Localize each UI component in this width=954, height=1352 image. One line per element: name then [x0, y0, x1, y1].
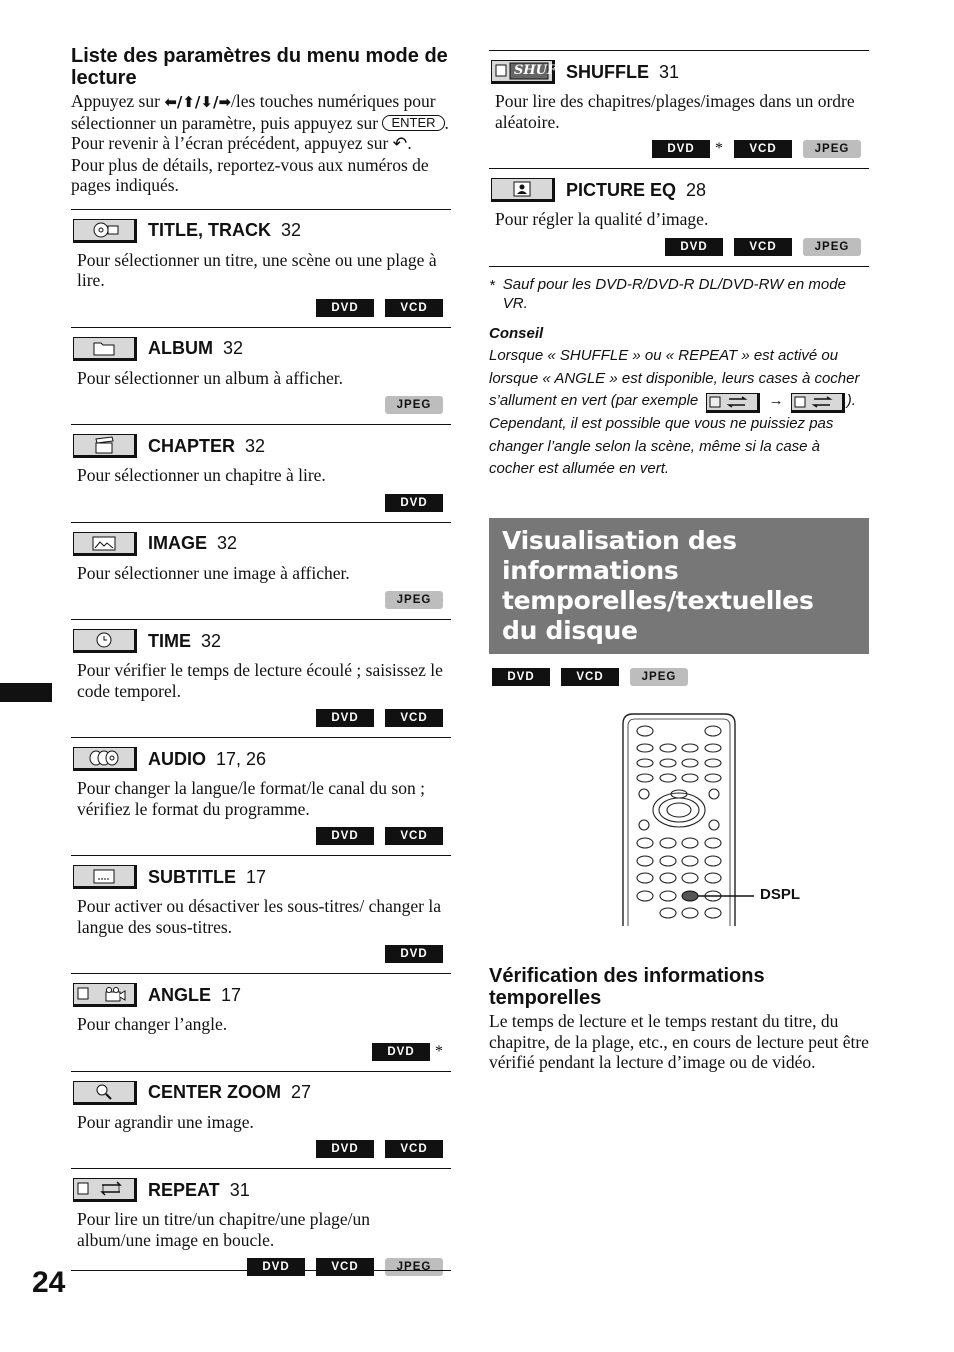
- badge-jpeg: JPEG: [385, 1258, 443, 1276]
- menu-item-name: SUBTITLE: [148, 866, 236, 887]
- intro-text: Appuyez sur ⬅/⬆/⬇/➡/les touches numériques pour sélectionner un paramètre, puis appuyez sur ENTER . Pour revenir à l’écran précédent, appuyez sur ↶. Pour plus de détails, reportez-vous aux numéros de pages indiqués.: [71, 91, 451, 196]
- tip-text-2: ). Cependant, il est possible que vous ne puissiez pas changer l’angle selon la scène, même si la case à cocher est allumée en vert.: [489, 392, 856, 478]
- badge-vcd: VCD: [385, 709, 443, 727]
- subsection-body: Le temps de lecture et le temps restant du titre, du chapitre, de la plage, etc., en cours de lecture peut être vérifié pendant la lecture d’image ou de vidéo.: [489, 1011, 869, 1073]
- menu-item-page-ref: 17: [246, 866, 267, 887]
- menu-item: [489, 168, 869, 266]
- shuffle-icon: [491, 60, 555, 84]
- menu-item: [71, 424, 451, 522]
- intro-pages-text: Pour plus de détails, reportez-vous aux numéros de pages indiqués.: [71, 154, 429, 195]
- footnote-star: *: [435, 1042, 443, 1060]
- menu-item-header: [71, 974, 451, 1014]
- checked-repeat-icon: [706, 393, 760, 413]
- menu-item-title: [148, 631, 221, 652]
- menu-item-badges: [71, 937, 451, 973]
- menu-item-page-ref: 32: [217, 533, 238, 553]
- tip-arrow: →: [768, 392, 784, 410]
- menu-item-header: [71, 738, 451, 778]
- banner-badges: [489, 654, 869, 686]
- clock-icon: [73, 629, 137, 653]
- badge-jpeg: JPEG: [803, 140, 861, 158]
- menu-item-badges: [71, 583, 451, 619]
- clapper-icon: [73, 434, 137, 458]
- badge-dvd: DVD: [652, 140, 710, 158]
- folder-icon: [73, 337, 137, 361]
- badge-dvd: DVD: [316, 299, 374, 317]
- footnote-text: Sauf pour les DVD-R/DVD-R DL/DVD-RW en mode VR.: [502, 275, 846, 312]
- footnote: [489, 275, 869, 313]
- enter-key-icon: ENTER: [382, 115, 444, 131]
- picture-eq-icon: [491, 178, 555, 202]
- badge-dvd: DVD: [247, 1258, 305, 1276]
- menu-item-name: CHAPTER: [148, 435, 236, 456]
- intro-select-text: /les touches numériques pour sélectionner un paramètre, puis appuyez sur: [71, 91, 436, 133]
- badge-dvd: DVD: [372, 1043, 430, 1061]
- menu-item-badges: [71, 1250, 451, 1286]
- menu-item-badges: [489, 230, 869, 266]
- chapter-side-tab: [0, 683, 52, 702]
- menu-item-badges: [71, 1132, 451, 1168]
- menu-item-header: [71, 328, 451, 368]
- footnote-star: *: [715, 140, 723, 157]
- menu-item-title: [148, 338, 243, 359]
- repeat-icon: [73, 1178, 137, 1202]
- intro-period: .: [444, 112, 449, 133]
- menu-item-description: Pour lire des chapitres/plages/images dans un ordre aléatoire.: [495, 91, 855, 132]
- remote-illustration: [489, 712, 869, 942]
- menu-item-name: TIME: [148, 630, 191, 651]
- right-column: [489, 45, 869, 1073]
- menu-item-list: [71, 209, 451, 1287]
- menu-item: [71, 327, 451, 425]
- menu-item-header: [71, 1169, 451, 1209]
- menu-item-badges: [71, 291, 451, 327]
- menu-item-list-right: [489, 50, 869, 266]
- menu-item: [71, 522, 451, 620]
- menu-item-description: Pour changer l’angle.: [77, 1014, 228, 1034]
- intro-press-text: Appuyez sur: [71, 91, 160, 111]
- menu-item-header: [71, 210, 451, 250]
- menu-item-description: Pour sélectionner un album à afficher.: [77, 367, 343, 388]
- menu-item-header: [489, 169, 869, 209]
- badge-dvd: DVD: [385, 494, 443, 512]
- subtitle-icon: [73, 865, 137, 889]
- badge-dvd: DVD: [385, 945, 443, 963]
- menu-item-title: [148, 985, 241, 1006]
- page-number: 24: [32, 1266, 66, 1299]
- menu-item: [489, 50, 869, 168]
- subsection-heading: Vérification des informations temporelles: [489, 965, 765, 1010]
- tip-text-1: Lorsque « SHUFFLE » ou « REPEAT » est activé ou lorsque « ANGLE » est disponible, leurs cases à cocher s’allument en vert (par exemple: [489, 347, 860, 410]
- menu-item: [71, 619, 451, 737]
- bottom-rule: [71, 1270, 451, 1271]
- menu-item-description: Pour sélectionner un titre, une scène ou une plage à lire.: [77, 249, 437, 290]
- menu-item-description: Pour régler la qualité d’image.: [495, 209, 709, 229]
- menu-item-name: AUDIO: [148, 748, 206, 769]
- menu-item-header: [71, 1072, 451, 1112]
- menu-item-header: [71, 856, 451, 896]
- menu-item-title: [148, 1180, 250, 1201]
- angle-icon: [73, 983, 137, 1007]
- dspl-label: DSPL: [760, 886, 801, 904]
- badge-jpeg: JPEG: [803, 238, 861, 256]
- menu-item: [71, 855, 451, 973]
- audio-icon: [73, 747, 137, 771]
- menu-item-name: TITLE, TRACK: [148, 220, 271, 240]
- badge-vcd: VCD: [385, 1140, 443, 1158]
- menu-item-page-ref: 32: [281, 220, 302, 240]
- menu-item-description: Pour lire un titre/un chapitre/une plage/un album/une image en boucle.: [77, 1209, 371, 1250]
- disc-title-icon: [73, 219, 137, 243]
- menu-item-title: [566, 180, 706, 201]
- menu-item-description: Pour activer ou désactiver les sous-titres/ changer la langue des sous-titres.: [77, 896, 441, 937]
- badge-vcd: VCD: [734, 140, 792, 158]
- menu-item-header: [71, 425, 451, 465]
- badge-jpeg: JPEG: [385, 396, 443, 414]
- menu-item-name: REPEAT: [148, 1179, 220, 1200]
- menu-item: [71, 209, 451, 327]
- badge-vcd: VCD: [385, 827, 443, 845]
- menu-item: [71, 973, 451, 1071]
- menu-item-title: [148, 436, 265, 457]
- menu-item-page-ref: 31: [229, 1179, 250, 1200]
- menu-item-name: CENTER ZOOM: [148, 1082, 281, 1102]
- return-icon: ↶: [392, 134, 408, 154]
- badge-dvd: DVD: [316, 709, 374, 727]
- menu-item-page-ref: 17, 26: [216, 748, 267, 769]
- menu-item-description: Pour vérifier le temps de lecture écoulé ; saisissez le code temporel.: [77, 660, 443, 701]
- remote-control-icon: [489, 712, 869, 942]
- menu-item-name: SHUFFLE: [566, 61, 649, 82]
- dspl-button: [682, 891, 698, 901]
- menu-item-badges: [489, 132, 869, 168]
- menu-item-badges: [71, 701, 451, 737]
- menu-item-name: ALBUM: [148, 338, 213, 358]
- menu-item-title: [148, 220, 301, 241]
- menu-item-title: [148, 867, 266, 888]
- picture-icon: [73, 532, 137, 556]
- menu-item-title: [566, 62, 679, 83]
- menu-item-title: [148, 749, 266, 770]
- badge-vcd: VCD: [561, 668, 619, 686]
- menu-item-page-ref: 32: [223, 338, 244, 358]
- left-column: [71, 45, 451, 1286]
- menu-item-page-ref: 28: [686, 179, 707, 200]
- badge-jpeg: JPEG: [630, 668, 688, 686]
- menu-item-page-ref: 32: [245, 435, 266, 456]
- menu-item-page-ref: 17: [221, 984, 242, 1005]
- shuffle-icon-label: SHUF: [514, 63, 557, 78]
- unchecked-repeat-icon: [791, 393, 845, 413]
- menu-item-page-ref: 31: [659, 61, 680, 82]
- menu-item-title: [148, 533, 237, 554]
- badge-dvd: DVD: [316, 1140, 374, 1158]
- section-heading: Liste des paramètres du menu mode de lecture: [71, 45, 448, 89]
- tip-label: Conseil: [489, 324, 544, 342]
- notes-area: [489, 266, 869, 482]
- menu-item-name: ANGLE: [148, 984, 211, 1005]
- badge-vcd: VCD: [316, 1258, 374, 1276]
- section-banner: Visualisation des informations temporelles/textuelles du disque: [489, 518, 869, 654]
- menu-item: [71, 737, 451, 855]
- menu-item-badges: [71, 486, 451, 522]
- tip-text: [489, 345, 869, 481]
- menu-item-description: Pour changer la langue/le format/le canal du son ; vérifiez le format du programme.: [77, 778, 425, 819]
- badge-jpeg: JPEG: [385, 591, 443, 609]
- menu-item-title: [148, 1082, 311, 1103]
- menu-item-name: PICTURE EQ: [566, 179, 677, 200]
- menu-item-badges: [71, 819, 451, 855]
- menu-item-name: IMAGE: [148, 533, 208, 553]
- menu-item-description: Pour sélectionner une image à afficher.: [77, 562, 350, 583]
- arrow-keys-icon: ⬅/⬆/⬇/➡: [164, 93, 232, 111]
- badge-vcd: VCD: [385, 299, 443, 317]
- menu-item-badges: [71, 388, 451, 424]
- badge-dvd: DVD: [316, 827, 374, 845]
- menu-item: [71, 1071, 451, 1169]
- badge-dvd: DVD: [665, 238, 723, 256]
- zoom-icon: [73, 1081, 137, 1105]
- intro-return-text: Pour revenir à l’écran précédent, appuyez sur: [71, 133, 389, 153]
- menu-item: [71, 1168, 451, 1286]
- menu-item-description: Pour agrandir une image.: [77, 1111, 254, 1132]
- footnote-mark: *: [489, 276, 495, 294]
- menu-item-description: Pour sélectionner un chapitre à lire.: [77, 465, 326, 485]
- menu-item-header: [489, 51, 869, 91]
- badge-vcd: VCD: [734, 238, 792, 256]
- menu-item-badges: [71, 1035, 451, 1071]
- menu-item-header: [71, 620, 451, 660]
- menu-item-header: [71, 523, 451, 563]
- menu-item-page-ref: 27: [291, 1082, 312, 1102]
- badge-dvd: DVD: [492, 668, 550, 686]
- menu-item-page-ref: 32: [201, 630, 222, 651]
